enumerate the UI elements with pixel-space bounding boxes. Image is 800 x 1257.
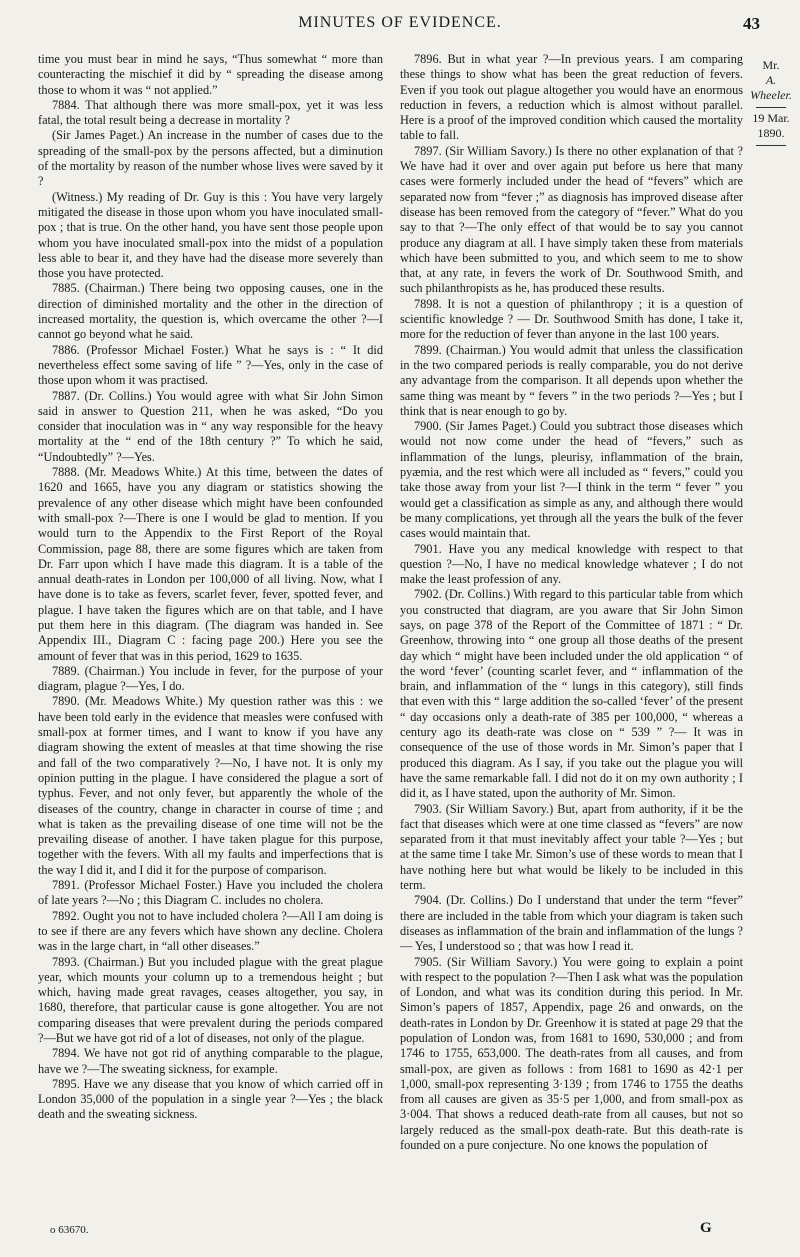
testimony-paragraph: 7890. (Mr. Meadows White.) My question rather was this : we have been told early in the evidence that measles were confused with small-pox at former times, and I want to know if you have any diagram showing the extent of measles at that time showing the rise and fall of the two comparatively ?—No, I have not. It is only my opinion putting in the plague. I have considered the plague a sort of typhus. Fever, and not only fever, but apparently the whole of the diseases of the country, change in character in course of time ; and what is taken as the prevailing disease of one time will not be the prevailing disease of another. I have taken plague for this purpose, together with the fevers. With all my faults and imperfections that is the way I did it, and I did it for the purpose of comparison. [38,694,383,877]
testimony-paragraph: 7891. (Professor Michael Foster.) Have you included the cholera of late years ?—No ; this Diagram C. includes no cholera. [38,878,383,908]
testimony-paragraph: 7893. (Chairman.) But you included plague with the great plague year, which mounts your column up to a tremendous height ; but which, having made great ravages, ceases altogether, you say, in 1680, therefore, that particular cause is gone altogether. You are not comparing diseases that were prevalent during the periods compared ?—But we have got rid of a lot of diseases, not only of the plague. [38,954,383,1045]
testimony-paragraph: 7903. (Sir William Savory.) But, apart from authority, if it be the fact that diseases which were at one time classed as “fevers” are now separated from it that must inevitably affect your table ?—Yes ; but at the same time I take Mr. Simon’s use of these words to mean that I have nothing here but what would be likely to be included in this term. [400,801,743,893]
testimony-paragraph: 7902. (Dr. Collins.) With regard to this particular table from which you constructed that diagram, are you aware that Sir John Simon says, on page 378 of the Report of the Committee of 1871 : “ Dr. Greenhow, throwing into “ one group all those deaths of the present day which “ might have been included under the old application “ of the word ‘fever’ (counting scarlet fever, and “ inflammation of the brain, and inflammation of the “ lungs in this category), still finds that even with this “ large addition the so-called ‘fever’ of the present “ day occasions only a death-rate of 385 per 100,000, “ whereas a century ago its death-rate was close on “ 539 ” ?— It was in consequence of the use of those words in Mr. Simon’s paper that I produced this diagram. As I say, if you take out the plague you will have the same remarkable fall. I did not do it on my own authority ; I did it, as I have stated, upon the authority of Mr. Simon. [400,587,743,801]
sidenote-date: 19 Mar. 1890. [752,111,790,140]
testimony-paragraph: 7885. (Chairman.) There being two opposing causes, one in the direction of diminished mortality and the other in the direction of increased mortality, the question is, which overcame the other ?—I cannot go beyond what he said. [38,281,383,342]
sidenote-rule [756,107,786,108]
testimony-paragraph: (Witness.) My reading of Dr. Guy is this : You have very largely mitigated the disease in those upon whom you have inoculated small-pox ; that is true. On the other hand, you have sent those people upon whom you have inoculated small-pox into the midst of a population less able to bear it, and they have had the disease more severely than those you have protected. [38,189,383,281]
signature-mark: G [700,1220,712,1236]
testimony-paragraph: 7896. But in what year ?—In previous years. I am comparing these things to show what has been the great reduction of fevers. Even if you took out plague altogether you would have an enormous reduction in fevers, a reduction which is almost without parallel. Here is a proof of the improved condition which caused the mortality table to fall. [400,52,743,143]
page-number: 43 [743,14,760,33]
testimony-paragraph: 7897. (Sir William Savory.) Is there no other explanation of that ? We have had it over and over again put before us here that many cases were formerly included under the head of “fevers” which are separated now from “fever ;” as diagnosis has improved disease after disease has been removed from the category of “fever.” What do you say to that ?—The only effect of that would be to say you cannot produce any diagram at all. I have simply taken these from materials which have been submitted to you, and which seem to me to show that, at any rate, in fevers the work of Dr. Southwood Smith, and such philanthropists as he, has produced these results. [400,143,743,296]
testimony-paragraph: (Sir James Paget.) An increase in the number of cases due to the spreading of the small-pox by the persons affected, but a diminution of the mortality by reason of the number whose lives were saved by it ? [38,128,383,189]
testimony-paragraph: 7888. (Mr. Meadows White.) At this time, between the dates of 1620 and 1665, have you any diagram or statistics showing the prevalence of any other disease which might have been confounded with small-pox ?—There is one I would be glad to mention. If you would turn to the Appendix to the First Report of the Royal Commission, page 88, there are some figures which are taken from Dr. Farr upon which I have made this diagram. It is a table of the annual death-rates in London per 100,000 of all living. Now, what I have done is to take as fevers, scarlet fever, fever, spotted fever, and plague. I have taken the figures which are on that table, and I have put them here in this diagram. (The diagram was handed in. See Appendix III., Diagram C : facing page 200.) Here you see the amount of fever that was in this period, 1629 to 1635. [38,465,383,663]
testimony-paragraph: 7898. It is not a question of philanthropy ; it is a question of scientific knowledge ? — Dr. Southwood Smith has done, I take it, more for the reduction of fever than anyone in the last 100 years. [400,296,743,342]
testimony-paragraph: 7899. (Chairman.) You would admit that unless the classification in the two compared periods is really comparable, you do not derive any advantage from the comparison. It all depends upon whether the same thing was meant by “ fevers ” in the two periods ?—Yes ; but I think that is near enough to go by. [400,342,743,418]
right-column [400,52,743,1153]
testimony-paragraph: 7889. (Chairman.) You include in fever, for the purpose of your diagram, plague ?—Yes, I do. [38,663,383,694]
testimony-paragraph: time you must bear in mind he says, “Thus somewhat “ more than counteracting the mischief it did by “ spreading the disease among those to whom it was “ not applied.” [38,52,383,97]
testimony-paragraph: 7904. (Dr. Collins.) Do I understand that under the term “fever” there are included in the table from which your diagram is taken such diseases as inflammation of the brain and inflammation of the lungs ? — Yes, I understood so ; that was how I read it. [400,893,743,954]
witness-sidenote [746,58,796,146]
print-mark: o 63670. [50,1224,89,1236]
testimony-paragraph: 7905. (Sir William Savory.) You were going to explain a point with respect to the population ?—Then I ask what was the population of London, and what was its condition during this period. In Mr. Simon’s papers of 1857, Appendix, page 26 and onwards, on the death-rates in London by Dr. Greenhow it is stated at page 29 that the population of London was, from 1681 to 1690, 530,000 ; and from 1746 to 1755, 653,000. The death-rates from all causes, and from small-pox, are given as follows : from 1681 to 1690 as 42·1 per 1,000, small-pox representing 3·139 ; from 1746 to 1755 the deaths from all causes are given as 35·5 per 1,000, and from small-pox as 3·004. That shows a reduced death-rate from all causes, but not so largely reduced as the small-pox death-rate. But this death-rate is founded on a pure conjecture. No one knows the population of [400,954,743,1153]
testimony-paragraph: 7901. Have you any medical knowledge with respect to that question ?—No, I have no medical knowledge whatever ; I do not make the least profession of any. [400,541,743,587]
testimony-paragraph: 7892. Ought you not to have included cholera ?—All I am doing is to see if there are any fevers which have shown any decline. Cholera was in the large chart, in “all other diseases.” [38,908,383,954]
page-header [40,14,760,40]
sidenote-rule-bottom [756,145,786,146]
testimony-paragraph: 7895. Have we any disease that you know of which carried off in London 35,000 of the population in a single year ?—Yes ; the black death and the sweating sickness. [38,1076,383,1122]
running-head: MINUTES OF EVIDENCE. [298,14,502,31]
testimony-paragraph: 7886. (Professor Michael Foster.) What he says is : “ It did nevertheless effect some saving of life ” ?—Yes, only in the case of those upon whom it was practised. [38,342,383,388]
left-column [38,52,383,1123]
testimony-paragraph: 7894. We have not got rid of anything comparable to the plague, have we ?—The sweating sickness, for example. [38,1046,383,1076]
testimony-paragraph: 7887. (Dr. Collins.) You would agree with what Sir John Simon said in answer to Question 211, when he was asked, “Do you consider that inoculation was in “ any way responsible for the heavy mortality at the “ end of the 18th century ?” To which he said, “Undoubtedly” ?—Yes. [38,388,383,464]
sidenote-witness-name: A. Wheeler. [750,73,792,102]
testimony-paragraph: 7900. (Sir James Paget.) Could you subtract those diseases which would not now come under the head of “fevers,” such as inflammation of the lungs, pleurisy, inflammation of the brain, pyæmia, and the rest which were all included as “ fevers,” could you take those away from your list ?—I think in the term “ fever ” you would get a classification as simple as any, and although there would be many complications, yet through all the years the bulk of the fever cases would maintain that. [400,419,743,541]
testimony-paragraph: 7884. That although there was more small-pox, yet it was less fatal, the total result being a decrease in mortality ? [38,97,383,128]
sidenote-title: Mr. [762,58,780,72]
